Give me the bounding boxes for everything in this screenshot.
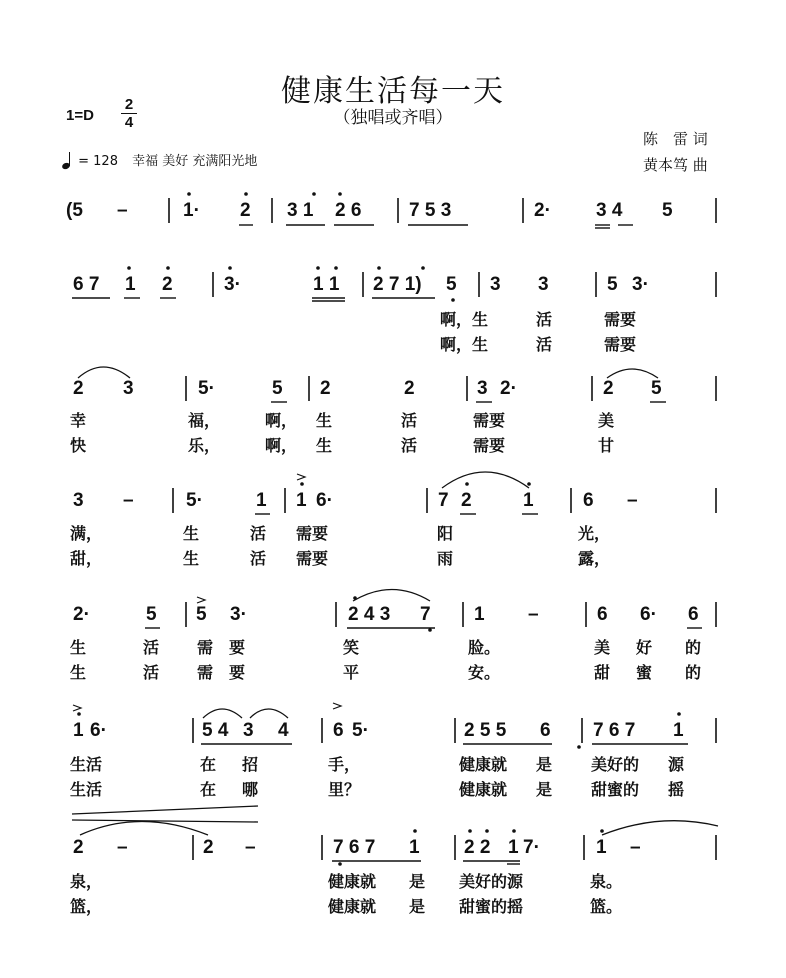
note: 1: [73, 720, 84, 741]
note: 3·: [632, 274, 649, 295]
note: 2 6: [335, 200, 362, 221]
note: 2·: [500, 378, 517, 399]
note: 3: [477, 378, 488, 399]
lyricist-credit: 陈 雷 词: [643, 130, 708, 148]
lyric: 美: [594, 638, 611, 657]
lyric: 甜蜜的摇: [459, 897, 524, 916]
lyric: 生: [70, 638, 87, 657]
note: –: [123, 490, 134, 511]
lyric: 幸: [70, 411, 87, 430]
lyric: 露，: [578, 549, 611, 568]
lyric: 美好的源: [459, 872, 524, 891]
lyric: 生: [316, 411, 333, 430]
note: 6: [597, 604, 608, 625]
note: 1: [474, 604, 485, 625]
lyric: 福，: [188, 411, 221, 430]
note: 5·: [186, 490, 203, 511]
note: 1: [508, 837, 519, 858]
lyric: 啊，生: [440, 335, 489, 354]
lyric: 活: [143, 638, 160, 657]
lyric: 满，: [70, 524, 103, 543]
lyric: 生: [70, 663, 87, 682]
lyric: 是: [536, 780, 553, 799]
note: 5: [607, 274, 618, 295]
note: 2: [203, 837, 214, 858]
note: 2·: [73, 604, 90, 625]
note: 1·: [183, 200, 200, 221]
note: 3: [73, 490, 84, 511]
note: 5: [651, 378, 662, 399]
note: 4: [278, 720, 289, 741]
note: 5 4: [202, 720, 229, 741]
lyric: 生: [316, 436, 333, 455]
note: –: [117, 837, 128, 858]
song-title: 健康生活每一天: [281, 74, 505, 109]
lyric: 啊，: [265, 411, 298, 430]
lyric: 要: [229, 638, 246, 657]
note: 1 1: [313, 274, 340, 295]
note: 7: [420, 604, 431, 625]
lyric: 篮，: [70, 897, 103, 916]
lyric: 的: [685, 663, 702, 682]
note: 6: [540, 720, 551, 741]
note: 2: [404, 378, 415, 399]
note: 2: [240, 200, 251, 221]
lyric: 生: [183, 549, 200, 568]
note: 2 2: [464, 837, 491, 858]
note: 2: [73, 378, 84, 399]
note: 2: [461, 490, 472, 511]
lyric: 源: [668, 755, 685, 774]
lyric: 是: [409, 872, 426, 891]
lyric: 健康就: [459, 755, 508, 774]
note: 7 6 7: [333, 837, 376, 858]
lyric: 雨: [437, 549, 454, 568]
note: 2 7 1): [373, 274, 422, 295]
tempo-value: = 128: [78, 154, 118, 169]
lyric: 要: [229, 663, 246, 682]
note: 3 1: [287, 200, 314, 221]
lyric: 需要: [473, 436, 506, 455]
lyric: 泉。: [590, 872, 623, 891]
lyric: 需: [197, 663, 214, 682]
note: (5: [66, 200, 83, 221]
key-signature: 1=D: [66, 107, 94, 124]
lyric: 快: [70, 436, 87, 455]
note: 1: [296, 490, 307, 511]
beam-underlines: [72, 225, 702, 864]
lyric: 需要: [473, 411, 506, 430]
note: –: [117, 200, 128, 221]
lyric: 健康就: [328, 872, 377, 891]
lyric: 招: [242, 755, 259, 774]
lyric: 的: [685, 638, 702, 657]
lyric: 需要: [296, 524, 329, 543]
note: 1: [125, 274, 136, 295]
note: 6·: [640, 604, 657, 625]
lyric: 活: [250, 524, 267, 543]
note: –: [630, 837, 641, 858]
lyric: 蜜: [636, 663, 653, 682]
note: 5·: [198, 378, 215, 399]
note: 1: [256, 490, 267, 511]
note: –: [627, 490, 638, 511]
lyric: 活: [401, 436, 418, 455]
meter-bottom: 4: [124, 114, 134, 131]
lyric: 是: [409, 897, 426, 916]
note: 3 4: [596, 200, 623, 221]
lyric: 摇: [668, 780, 685, 799]
lyric: 啊，: [265, 436, 298, 455]
note: 7: [438, 490, 449, 511]
lyric: 生: [183, 524, 200, 543]
lyric: 健康就: [459, 780, 508, 799]
note: 6: [333, 720, 344, 741]
note: 6: [583, 490, 594, 511]
lyric: 阳: [437, 524, 454, 543]
note: 3: [243, 720, 254, 741]
lyric: 哪: [242, 780, 259, 799]
lyric: 甜蜜的: [591, 780, 640, 799]
note: 2·: [534, 200, 551, 221]
note: 2: [603, 378, 614, 399]
note: 1: [673, 720, 684, 741]
note: 5: [272, 378, 283, 399]
note: 3: [123, 378, 134, 399]
lyric: 美好的: [591, 755, 640, 774]
accent-icon: [73, 474, 341, 711]
note: 6·: [90, 720, 107, 741]
lyric: 手，: [328, 755, 361, 774]
lyric: 需要: [604, 335, 637, 354]
lyric: 好: [636, 638, 653, 657]
slurs-and-ties: [72, 367, 718, 835]
note: 1: [409, 837, 420, 858]
lyric: 甜: [594, 663, 611, 682]
octave-dots: [77, 192, 681, 866]
lyric: 笑: [343, 638, 360, 657]
lyric: 泉，: [70, 872, 103, 891]
lyric: 活: [536, 310, 553, 329]
note: 7 5 3: [409, 200, 452, 221]
lyric: 美: [598, 411, 615, 430]
lyric: 需要: [604, 310, 637, 329]
note: 3: [490, 274, 501, 295]
lyric: 需要: [296, 549, 329, 568]
note: 7·: [523, 837, 540, 858]
note: 5: [196, 604, 207, 625]
note: 2: [73, 837, 84, 858]
lyric: 活: [401, 411, 418, 430]
note: 7 6 7: [593, 720, 636, 741]
lyric: 乐，: [188, 436, 221, 455]
lyric: 在: [200, 755, 217, 774]
lyric: 平: [343, 663, 360, 682]
bar-lines: [169, 198, 716, 860]
note: 3·: [224, 274, 241, 295]
lyric: 啊，生: [440, 310, 489, 329]
lyric: 脸。: [468, 638, 501, 657]
note: 3·: [230, 604, 247, 625]
note: –: [528, 604, 539, 625]
note: 6·: [316, 490, 333, 511]
lyric: 需: [197, 638, 214, 657]
meter-top: 2: [124, 96, 134, 113]
lyric: 生活: [70, 780, 103, 799]
lyric: 生活: [70, 755, 103, 774]
note: 5: [446, 274, 457, 295]
lyric: 是: [536, 755, 553, 774]
note: 1: [596, 837, 607, 858]
lyric: 光，: [578, 524, 611, 543]
lyric: 篮。: [590, 897, 623, 916]
note: 2 4 3: [348, 604, 391, 625]
lyric: 甘: [598, 436, 615, 455]
note: 2: [162, 274, 173, 295]
lyric: 活: [250, 549, 267, 568]
note: 5: [146, 604, 157, 625]
tempo-expression: 幸福 美好 充满阳光地: [132, 154, 258, 169]
note: 2: [320, 378, 331, 399]
note: –: [245, 837, 256, 858]
lyric: 活: [536, 335, 553, 354]
note: 2 5 5: [464, 720, 507, 741]
lyric: 甜，: [70, 549, 103, 568]
note: 6 7: [73, 274, 100, 295]
note: 5·: [352, 720, 369, 741]
song-subtitle: （独唱或齐唱）: [333, 108, 453, 128]
note: 3: [538, 274, 549, 295]
note: 6: [688, 604, 699, 625]
lyric: 安。: [468, 663, 501, 682]
note: 5: [662, 200, 673, 221]
lyric: 健康就: [328, 897, 377, 916]
lyric: 在: [200, 780, 217, 799]
note: 1: [523, 490, 534, 511]
composer-credit: 黄本笃 曲: [643, 156, 708, 174]
lyric: 里？: [328, 780, 361, 799]
lyric: 活: [143, 663, 160, 682]
